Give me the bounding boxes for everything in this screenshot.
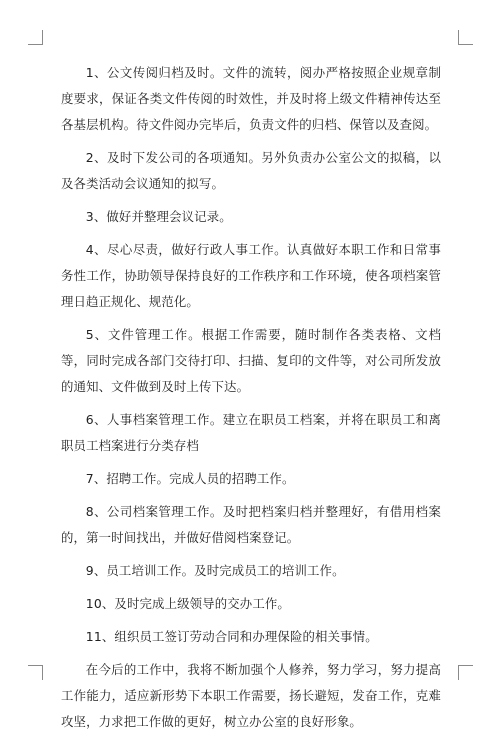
- crop-mark-top-right: [458, 30, 473, 45]
- paragraph-2: 2、及时下发公司的各项通知。另外负责办公室公文的拟稿，以及各类活动会议通知的拟写。: [61, 150, 441, 191]
- paragraph-9: 9、员工培训工作。及时完成员工的培训工作。: [85, 563, 345, 578]
- document-body: [61, 60, 441, 742]
- paragraph-closing: 在今后的工作中，我将不断加强个人修养，努力学习，努力提高工作能力，适应新形势下本职工作需要，扬长避短，发奋工作，克难攻坚，力求把工作做的更好，树立办公室的良好形象。: [61, 662, 441, 729]
- paragraph-1: 1、公文传阅归档及时。文件的流转，阅办严格按照企业规章制度要求，保证各类文件传阅的时效性，并及时将上级文件精神传达至各基层机构。待文件阅办完毕后，负责文件的归档、保管以及查阅。: [61, 65, 441, 132]
- paragraph-3: 3、做好并整理会议记录。: [85, 209, 232, 224]
- paragraph-4: 4、尽心尽责，做好行政人事工作。认真做好本职工作和日常事务性工作，协助领导保持良好的工作秩序和工作环境，使各项档案管理日趋正规化、规范化。: [61, 242, 441, 309]
- paragraph-5: 5、文件管理工作。根据工作需要，随时制作各类表格、文档等，同时完成各部门交待打印、扫描、复印的文件等，对公司所发放的通知、文件做到及时上传下达。: [61, 327, 441, 394]
- paragraph-7: 7、招聘工作。完成人员的招聘工作。: [85, 471, 295, 486]
- crop-mark-top-left: [28, 30, 43, 45]
- paragraph-6: 6、人事档案管理工作。建立在职员工档案，并将在职员工和离职员工档案进行分类存档: [61, 412, 441, 453]
- paragraph-11: 11、组织员工签订劳动合同和办理保险的相关事情。: [85, 629, 378, 644]
- crop-mark-bottom-left: [28, 665, 43, 680]
- paragraph-10: 10、及时完成上级领导的交办工作。: [85, 596, 290, 611]
- crop-mark-bottom-right: [458, 665, 473, 680]
- paragraph-8: 8、公司档案管理工作。及时把档案归档并整理好，有借用档案的，第一时间找出，并做好借阅档案登记。: [61, 504, 441, 545]
